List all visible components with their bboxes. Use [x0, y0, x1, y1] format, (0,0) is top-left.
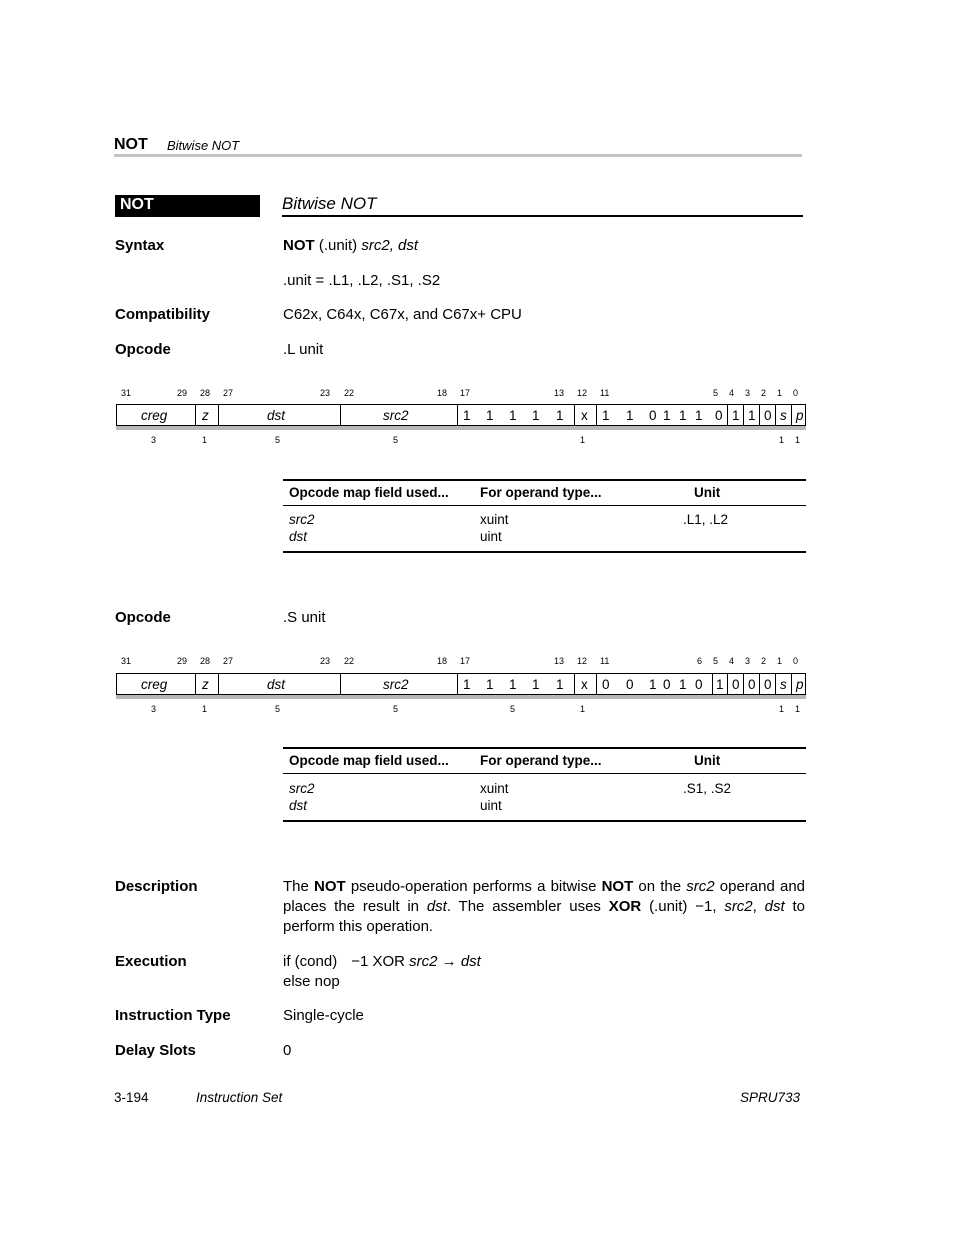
desc-text: (.unit) −1,	[641, 898, 725, 915]
field-z	[195, 674, 218, 694]
bit-number: 2	[761, 388, 767, 398]
desc-text: . The assembler uses	[446, 898, 609, 915]
field-op	[596, 674, 712, 694]
bit-number: 4	[729, 656, 735, 666]
bit-number: 18	[437, 656, 448, 666]
compatibility-label: Compatibility	[115, 306, 211, 323]
table-header-rule	[283, 773, 806, 774]
description-label: Description	[115, 878, 198, 895]
bit-value: 0	[732, 677, 740, 692]
desc-italic: dst	[764, 898, 785, 915]
bit-value: 1	[626, 408, 634, 423]
field-x-text: x	[581, 677, 588, 692]
bit-number: 11	[600, 656, 610, 666]
bit-number: 12	[577, 388, 588, 398]
bit-value: 0	[626, 677, 634, 692]
table-header-field: Opcode map field used...	[289, 753, 449, 768]
field-width: 1	[795, 435, 801, 445]
bit-number: 22	[344, 388, 355, 398]
field-width: 5	[393, 704, 399, 714]
table-cell-type: uint	[480, 529, 502, 544]
field-p-text: p	[796, 677, 804, 692]
table-header-rule	[283, 505, 806, 506]
table-cell-field: dst	[289, 798, 308, 813]
syntax-op: NOT	[283, 237, 315, 254]
field-s	[775, 405, 791, 425]
field-width: 1	[580, 704, 586, 714]
syntax-unit-line: .unit = .L1, .L2, .S1, .S2	[283, 272, 441, 289]
bit-number: 3	[745, 388, 751, 398]
opcode-l-unit: .L unit	[283, 341, 324, 358]
syntax-operands: src2, dst	[361, 237, 419, 254]
bit-number: 12	[577, 656, 588, 666]
field-src2	[340, 674, 457, 694]
desc-text: ,	[752, 898, 765, 915]
field-p	[791, 405, 807, 425]
desc-text: to perform this operation.	[283, 898, 805, 935]
bit-value: 1	[486, 677, 494, 692]
field-width: 3	[151, 704, 157, 714]
execution-cond: if (cond)	[283, 953, 338, 970]
footer-section: Instruction Set	[196, 1090, 283, 1105]
title-rule	[282, 215, 803, 217]
table-cell-unit: .S1, .S2	[683, 781, 732, 796]
bit-number: 13	[554, 656, 565, 666]
desc-text: on the	[633, 878, 687, 895]
execution-line	[283, 953, 481, 970]
opcode-s-encoding	[116, 673, 806, 695]
desc-italic: dst	[426, 898, 447, 915]
field-bit4	[727, 405, 743, 425]
bit-value: 1	[695, 408, 703, 423]
bit-value: 1	[602, 408, 610, 423]
table-header-type: For operand type...	[480, 485, 602, 500]
field-width: 5	[510, 704, 516, 714]
bit-value: 1	[463, 408, 471, 423]
field-bit2	[759, 405, 775, 425]
field-bit2	[759, 674, 775, 694]
desc-italic: src2	[686, 878, 715, 895]
table-cell-field: src2	[289, 781, 315, 796]
bit-number: 0	[793, 388, 799, 398]
field-width: 1	[779, 435, 785, 445]
desc-text: operand and places the result in	[283, 878, 806, 915]
table-header-unit: Unit	[694, 485, 721, 500]
bit-value: 1	[463, 677, 471, 692]
field-s-text: s	[780, 408, 787, 423]
bit-number: 4	[729, 388, 735, 398]
field-width: 3	[151, 435, 157, 445]
field-op-bit5	[712, 405, 727, 425]
bit-number: 5	[713, 388, 719, 398]
desc-bold: NOT	[601, 878, 634, 895]
execution-arrow: →	[437, 953, 461, 970]
bit-number: 28	[200, 656, 211, 666]
encoding-shadow	[116, 695, 806, 699]
desc-bold: NOT	[314, 878, 346, 895]
bit-number: 1	[777, 656, 783, 666]
field-width: 1	[202, 435, 208, 445]
opcode-l-encoding	[116, 404, 806, 426]
field-z	[195, 405, 218, 425]
field-bit3	[743, 405, 759, 425]
table-cell-unit: .L1, .L2	[683, 512, 729, 527]
desc-text: The	[283, 878, 315, 895]
bit-number: 11	[600, 388, 610, 398]
field-width: 5	[275, 704, 281, 714]
bit-number: 29	[177, 656, 188, 666]
execution-else: else nop	[283, 973, 340, 990]
description-text	[283, 877, 805, 937]
field-width: 5	[393, 435, 399, 445]
delay-slots-value: 0	[283, 1042, 292, 1059]
field-creg-text: creg	[141, 408, 168, 423]
bit-number: 2	[761, 656, 767, 666]
field-x-text: x	[581, 408, 588, 423]
field-creg-text: creg	[141, 677, 168, 692]
bit-number: 23	[320, 656, 331, 666]
instruction-type-label: Instruction Type	[115, 1007, 231, 1024]
bit-number: 22	[344, 656, 355, 666]
table-top-rule	[283, 747, 806, 749]
table-bottom-rule	[283, 820, 806, 822]
bit-number: 6	[697, 656, 703, 666]
field-creg	[117, 674, 195, 694]
opcode-s-label: Opcode	[115, 609, 171, 626]
field-width: 1	[202, 704, 208, 714]
running-header-mnemonic: NOT	[114, 136, 148, 153]
encoding-shadow	[116, 426, 806, 430]
bit-number: 17	[460, 656, 471, 666]
field-width: 5	[275, 435, 281, 445]
bit-value: 1	[509, 408, 517, 423]
execution-expr: −1 XOR	[351, 953, 410, 970]
field-src2-text: src2	[383, 677, 409, 692]
bit-number: 27	[223, 656, 234, 666]
field-dst	[218, 405, 340, 425]
table-header-field: Opcode map field used...	[289, 485, 449, 500]
desc-text: pseudo-operation performs a bitwise	[345, 878, 602, 895]
compatibility-value: C62x, C64x, C67x, and C67x+ CPU	[283, 306, 522, 323]
header-rule	[114, 154, 802, 157]
field-s	[775, 674, 791, 694]
bit-number: 27	[223, 388, 234, 398]
bit-number: 0	[793, 656, 799, 666]
field-z-text: z	[202, 408, 209, 423]
instruction-title: Bitwise NOT	[282, 194, 377, 213]
field-width: 1	[779, 704, 785, 714]
running-header-subtitle: Bitwise NOT	[167, 138, 240, 153]
bit-value: 0	[764, 677, 772, 692]
footer-page-number: 3-194	[114, 1090, 149, 1105]
field-op	[596, 405, 712, 425]
field-p-text: p	[796, 408, 804, 423]
bit-number: 29	[177, 388, 188, 398]
delay-slots-label: Delay Slots	[115, 1042, 196, 1059]
bit-value: 1	[486, 408, 494, 423]
bit-value: 0	[695, 677, 703, 692]
bit-number: 23	[320, 388, 331, 398]
instruction-type-value: Single-cycle	[283, 1007, 364, 1024]
field-bit5	[712, 674, 727, 694]
field-x	[574, 405, 596, 425]
bit-value: 1	[679, 677, 687, 692]
table-header-type: For operand type...	[480, 753, 602, 768]
field-ones	[457, 674, 574, 694]
opcode-s-unit: .S unit	[283, 609, 326, 626]
mnemonic-badge	[115, 195, 260, 217]
footer-doc-id: SPRU733	[740, 1090, 801, 1105]
bit-number: 31	[121, 656, 132, 666]
field-p	[791, 674, 807, 694]
field-ones	[457, 405, 574, 425]
table-bottom-rule	[283, 551, 806, 553]
table-top-rule	[283, 479, 806, 481]
opcode-l-label: Opcode	[115, 341, 171, 358]
bit-value: 1	[556, 677, 564, 692]
table-cell-field: src2	[289, 512, 315, 527]
field-x	[574, 674, 596, 694]
field-dst-text: dst	[267, 677, 286, 692]
bit-value: 1	[679, 408, 687, 423]
execution-dst: dst	[460, 953, 481, 970]
bit-number: 31	[121, 388, 132, 398]
field-src2	[340, 405, 457, 425]
mnemonic-badge-text: NOT	[120, 196, 154, 213]
bit-value: 1	[649, 677, 657, 692]
bit-number: 28	[200, 388, 211, 398]
field-s-text: s	[780, 677, 787, 692]
bit-number: 18	[437, 388, 448, 398]
desc-bold: XOR	[608, 898, 642, 915]
bit-value: 0	[764, 408, 772, 423]
table-cell-type: xuint	[480, 781, 509, 796]
syntax-line	[283, 237, 418, 254]
bit-number: 5	[713, 656, 719, 666]
bit-value: 0	[663, 677, 671, 692]
field-creg	[117, 405, 195, 425]
table-cell-type: xuint	[480, 512, 509, 527]
execution-label: Execution	[115, 953, 187, 970]
bit-number: 3	[745, 656, 751, 666]
syntax-label: Syntax	[115, 237, 165, 254]
bit-value: 1	[663, 408, 671, 423]
bit-value: 1	[532, 677, 540, 692]
bit-value: 1	[509, 677, 517, 692]
bit-value: 0	[715, 408, 723, 423]
bit-number: 13	[554, 388, 565, 398]
bit-value: 1	[532, 408, 540, 423]
bit-number: 1	[777, 388, 783, 398]
bit-value: 0	[602, 677, 610, 692]
syntax-unit: (.unit)	[314, 237, 362, 254]
bit-value: 1	[716, 677, 724, 692]
bit-value: 1	[732, 408, 740, 423]
field-width: 1	[795, 704, 801, 714]
field-dst-text: dst	[267, 408, 286, 423]
bit-number: 17	[460, 388, 471, 398]
field-z-text: z	[202, 677, 209, 692]
bit-value: 0	[649, 408, 657, 423]
table-header-unit: Unit	[694, 753, 721, 768]
bit-value: 0	[748, 677, 756, 692]
table-cell-field: dst	[289, 529, 308, 544]
desc-italic: src2	[724, 898, 753, 915]
field-src2-text: src2	[383, 408, 409, 423]
field-dst	[218, 674, 340, 694]
bit-value: 1	[556, 408, 564, 423]
field-bit4	[727, 674, 743, 694]
table-cell-type: uint	[480, 798, 502, 813]
field-bit3	[743, 674, 759, 694]
execution-src: src2	[409, 953, 438, 970]
bit-value: 1	[748, 408, 756, 423]
field-width: 1	[580, 435, 586, 445]
